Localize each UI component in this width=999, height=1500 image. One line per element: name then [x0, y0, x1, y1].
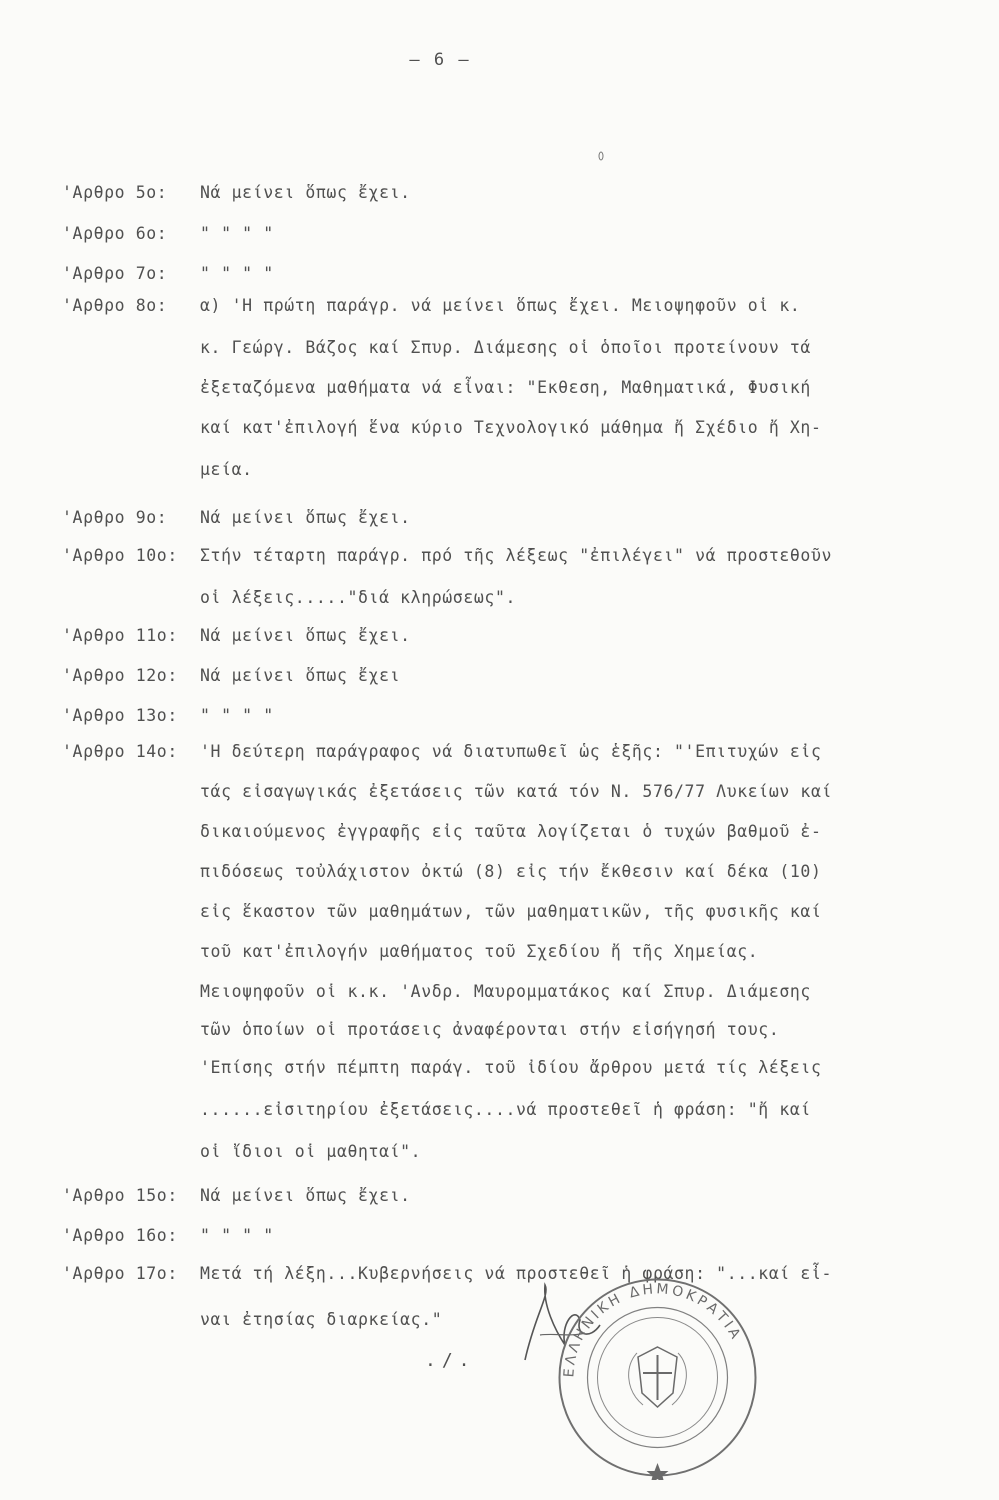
article-label: 'Αρθρο 7ο: — [62, 264, 168, 283]
article-text-line: " " " " — [200, 1226, 274, 1245]
article-text-line: 'Η δεύτερη παράγραφος νά διατυπωθεῖ ὡς ἑξῆς: "'Επιτυχών εἰς — [200, 742, 822, 761]
article-label: 'Αρθρο 10ο: — [62, 546, 178, 565]
article-text-line: Μειοψηφοῦν οἱ κ.κ. 'Ανδρ. Μαυρομματάκος καί Σπυρ. Διάμεσης — [200, 982, 811, 1001]
article-text-line: δικαιούμενος ἐγγραφῆς εἰς ταῦτα λογίζεται ὁ τυχών βαθμοῦ ἐ- — [200, 822, 822, 841]
article-text-line: 'Επίσης στήν πέμπτη παράγ. τοῦ ἰδίου ἄρθρου μετά τίς λέξεις — [200, 1058, 822, 1077]
page-number: – 6 – — [409, 50, 471, 70]
article-label: 'Αρθρο 12ο: — [62, 666, 178, 685]
article-text-line: " " " " — [200, 264, 274, 283]
article-text-line: Νά μείνει ὅπως ἔχει. — [200, 626, 411, 645]
article-text-line: Νά μείνει ὅπως ἔχει — [200, 666, 401, 685]
article-label: 'Αρθρο 9ο: — [62, 508, 168, 527]
continuation-mark: ./. — [425, 1350, 476, 1371]
article-text-line: Μετά τή λέξη...Κυβερνήσεις νά προστεθεῖ ἡ φράση: "...καί εἶ- — [200, 1264, 833, 1283]
article-text-line: α) 'Η πρώτη παράγρ. νά μείνει ὅπως ἔχει. Μειοψηφοῦν οἱ κ. — [200, 296, 801, 315]
seal-text: ΕΛΛΗΝΙΚΗ ΔΗΜΟΚΡΑΤΙΑ — [561, 1281, 745, 1378]
article-text-line: Στήν τέταρτη παράγρ. πρό τῆς λέξεως "ἐπιλέγει" νά προστεθοῦν — [200, 546, 833, 565]
article-text-line: κ. Γεώργ. Βάζος καί Σπυρ. Διάμεσης οἱ ὁποῖοι προτείνουν τά — [200, 338, 811, 357]
article-text-line: τοῦ κατ'ἐπιλογήν μαθήματος τοῦ Σχεδίου ἤ τῆς Χημείας. — [200, 942, 759, 961]
article-text-line: τάς εἰσαγωγικάς ἐξετάσεις τῶν κατά τόν Ν. 576/77 Λυκείων καί — [200, 782, 833, 801]
article-text-line: Νά μείνει ὅπως ἔχει. — [200, 183, 411, 202]
article-text-line: " " " " — [200, 706, 274, 725]
article-label: 'Αρθρο 5ο: — [62, 183, 168, 202]
ink-mark — [598, 150, 604, 162]
article-text-line: ἐξεταζόμενα μαθήματα νά εἶναι: "Εκθεση, Μαθηματικά, Φυσική — [200, 378, 811, 397]
article-label: 'Αρθρο 17ο: — [62, 1264, 178, 1283]
article-label: 'Αρθρο 6ο: — [62, 224, 168, 243]
article-text-line: μεία. — [200, 460, 253, 479]
article-label: 'Αρθρο 11ο: — [62, 626, 178, 645]
article-text-line: ......εἰσιτηρίου ἐξετάσεις....νά προστεθεῖ ἡ φράση: "ἤ καί — [200, 1100, 811, 1119]
article-text-line: οἱ λέξεις....."διά κληρώσεως". — [200, 588, 517, 607]
article-text-line: ναι ἐτησίας διαρκείας." — [200, 1310, 443, 1329]
article-text-line: οἱ ἴδιοι οἱ μαθηταί". — [200, 1142, 422, 1161]
official-seal-icon — [555, 1275, 760, 1480]
article-text-line: " " " " — [200, 224, 274, 243]
article-text-line: τῶν ὁποίων οἱ προτάσεις ἀναφέρονται στήν εἰσήγησή τους. — [200, 1020, 780, 1039]
article-text-line: πιδόσεως τοὐλάχιστον ὀκτώ (8) εἰς τήν ἔκθεσιν καί δέκα (10) — [200, 862, 822, 881]
article-label: 'Αρθρο 13ο: — [62, 706, 178, 725]
article-text-line: Νά μείνει ὅπως ἔχει. — [200, 1186, 411, 1205]
article-text-line: Νά μείνει ὅπως ἔχει. — [200, 508, 411, 527]
article-label: 'Αρθρο 8ο: — [62, 296, 168, 315]
article-text-line: καί κατ'ἐπιλογή ἕνα κύριο Τεχνολογικό μάθημα ἤ Σχέδιο ἤ Χη- — [200, 418, 822, 437]
article-text-line: εἰς ἕκαστον τῶν μαθημάτων, τῶν μαθηματικῶν, τῆς φυσικῆς καί — [200, 902, 822, 921]
article-label: 'Αρθρο 15ο: — [62, 1186, 178, 1205]
article-label: 'Αρθρο 14ο: — [62, 742, 178, 761]
article-label: 'Αρθρο 16ο: — [62, 1226, 178, 1245]
